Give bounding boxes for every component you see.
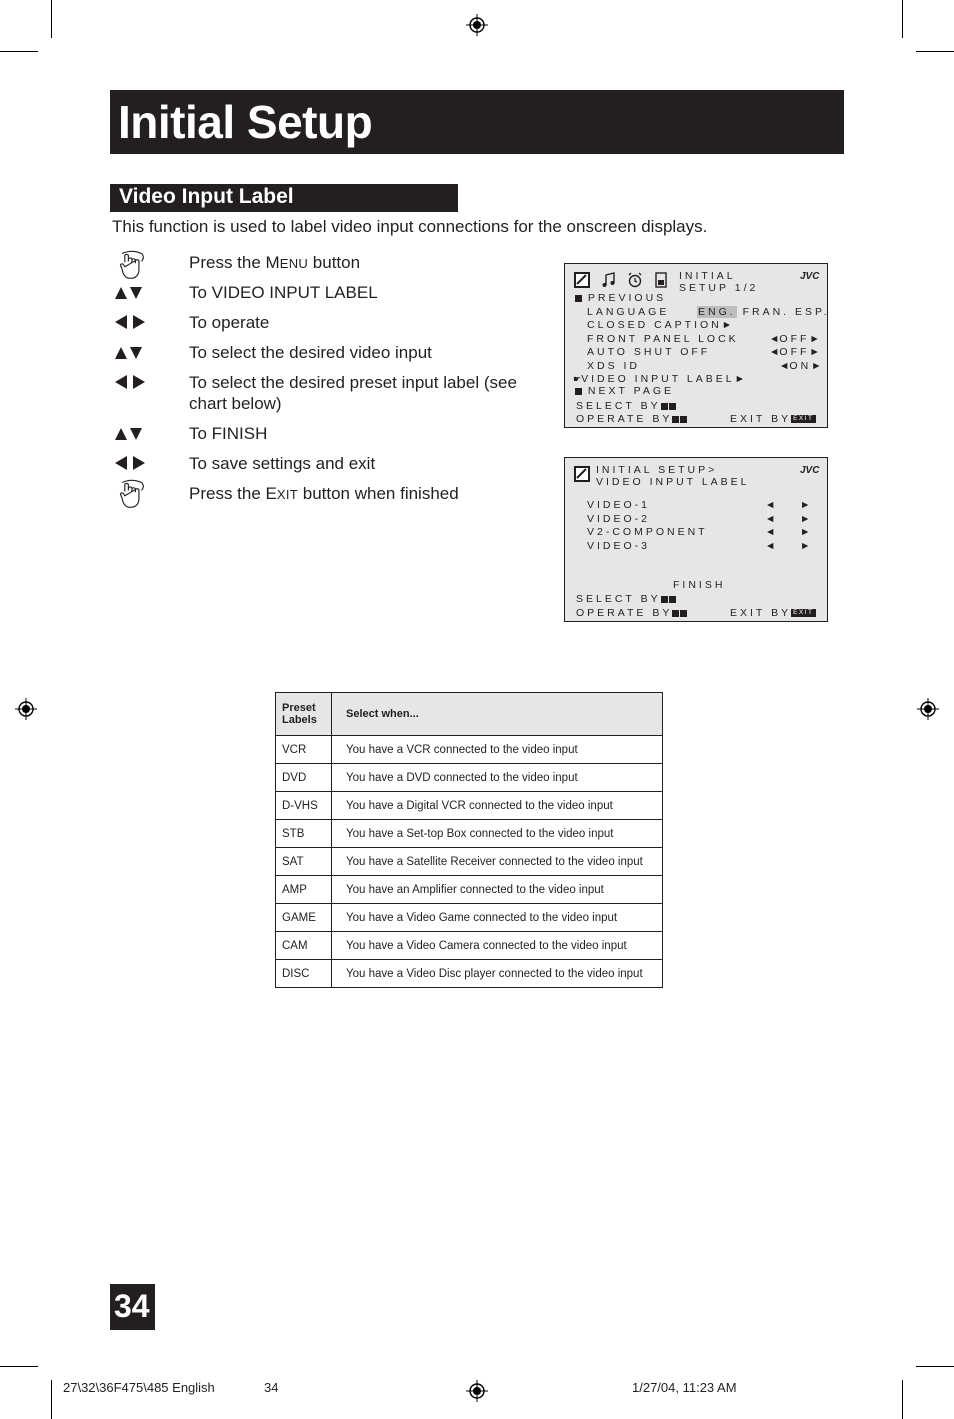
osd-title: INITIAL (679, 270, 736, 282)
table-row (276, 848, 663, 876)
up-down-arrows-icon (113, 425, 149, 443)
step-text: To FINISH (189, 424, 268, 443)
down-triangle-icon (575, 388, 582, 395)
osd-input-row: VIDEO-3 (587, 540, 651, 552)
table-header-select-when: Select when... (332, 693, 663, 736)
page-title: Initial Setup (118, 96, 373, 148)
lock-icon (654, 272, 668, 288)
footer-date: 1/27/04, 11:23 AM (632, 1380, 737, 1395)
left-arrow-icon: ◄ (765, 499, 776, 511)
osd-exit-by: EXIT BY EXIT (730, 607, 814, 619)
crop-mark (916, 51, 954, 52)
right-arrow-icon: ► (721, 319, 733, 331)
osd-value-front-panel: ◄OFF► (769, 333, 820, 345)
left-arrow-icon: ◄ (765, 540, 776, 552)
osd-select-by: SELECT BY (576, 593, 676, 605)
left-right-arrows-icon (113, 313, 149, 331)
registration-mark-icon (15, 698, 37, 720)
table-header-preset-labels: Preset Labels (276, 693, 332, 736)
osd-input-row: VIDEO-1 (587, 499, 651, 511)
table-cell-label: AMP (276, 876, 332, 904)
registration-mark-icon (466, 14, 488, 36)
page-title-bar (110, 90, 844, 154)
osd-subtitle: VIDEO INPUT LABEL (596, 476, 750, 488)
right-arrow-icon: ► (800, 513, 811, 525)
registration-mark-icon (466, 1380, 488, 1402)
crop-mark (51, 1380, 52, 1419)
left-arrow-icon: ◄ (765, 513, 776, 525)
step-text: To save settings and exit (189, 454, 376, 473)
up-triangle-icon (575, 295, 582, 302)
table-cell-when: You have a Satellite Receiver connected to the video input (332, 848, 663, 876)
table-cell-when: You have a Video Camera connected to the video input (332, 932, 663, 960)
table-cell-label: CAM (276, 932, 332, 960)
section-title: Video Input Label (119, 185, 294, 208)
tv-icon (574, 272, 590, 288)
left-right-arrows-icon (113, 373, 149, 391)
table-cell-when: You have a Video Game connected to the video input (332, 904, 663, 932)
exit-key-icon: EXIT (793, 415, 814, 423)
table-cell-label: GAME (276, 904, 332, 932)
right-arrow-icon: ► (800, 499, 811, 511)
osd-exit-by: EXIT BY EXIT (730, 413, 814, 425)
page-number: 34 (114, 1288, 150, 1324)
osd-title-page: SETUP 1/2 (679, 282, 759, 294)
section-title-bar (110, 184, 458, 212)
osd-item-video-input-label: ☛VIDEO INPUT LABEL► (573, 373, 745, 385)
exit-key-icon: EXIT (793, 609, 814, 617)
osd-language-options (697, 306, 830, 318)
step-text: To select the desired preset input label (see chart below) (189, 373, 517, 413)
osd-operate-by: OPERATE BY (576, 607, 687, 619)
music-note-icon (600, 272, 616, 288)
step-text: To select the desired video input (189, 343, 432, 362)
step-text: Press the MENU button (189, 253, 361, 272)
table-cell-label: D-VHS (276, 792, 332, 820)
osd-language-selected: ENG. (698, 306, 736, 318)
table-row (276, 960, 663, 988)
osd-item-previous: PREVIOUS (575, 292, 666, 304)
osd-item-auto-shut-off: AUTO SHUT OFF (587, 346, 711, 358)
osd-value-auto-shut: ◄OFF► (769, 346, 820, 358)
table-cell-when: You have a Set-top Box connected to the video input (332, 820, 663, 848)
left-arrow-icon: ◄ (765, 526, 776, 538)
table-row (276, 792, 663, 820)
right-arrow-icon: ► (800, 526, 811, 538)
up-down-arrows-icon (113, 344, 149, 362)
osd-item-language: LANGUAGE (587, 306, 670, 318)
table-cell-when: You have a VCR connected to the video input (332, 736, 663, 764)
table-row (276, 876, 663, 904)
table-row (276, 904, 663, 932)
table-row (276, 932, 663, 960)
osd-language-others: FRAN. ESP. (742, 306, 830, 318)
osd-value-xds: ◄ON► (779, 360, 822, 372)
right-arrow-icon: ► (800, 540, 811, 552)
osd-select-by: SELECT BY (576, 400, 676, 412)
hand-press-icon (113, 479, 149, 509)
crop-mark (916, 1366, 954, 1367)
table-row (276, 736, 663, 764)
table-row (276, 764, 663, 792)
intro-text: This function is used to label video input connections for the onscreen displays. (112, 217, 708, 236)
up-down-arrows-icon (113, 284, 149, 302)
hand-press-icon (113, 250, 149, 280)
step-text: Press the EXIT button when finished (189, 484, 459, 503)
osd-title: INITIAL SETUP> (596, 464, 718, 476)
crop-mark (902, 0, 903, 38)
tv-icon (574, 466, 590, 482)
osd-item-closed-caption: CLOSED CAPTION► (587, 319, 733, 331)
step-text: To operate (189, 313, 270, 332)
table-cell-when: You have a DVD connected to the video input (332, 764, 663, 792)
osd-item-next-page: NEXT PAGE (575, 385, 674, 397)
footer-file: 27\32\36F475\485 English (63, 1380, 215, 1395)
osd-finish: FINISH (673, 579, 726, 591)
footer-page: 34 (264, 1380, 279, 1395)
table-cell-label: DVD (276, 764, 332, 792)
osd-input-row: V2-COMPONENT (587, 526, 708, 538)
osd-item-front-panel-lock: FRONT PANEL LOCK (587, 333, 739, 345)
table-cell-when: You have a Digital VCR connected to the video input (332, 792, 663, 820)
jvc-logo: JVC (800, 271, 820, 282)
table-row (276, 820, 663, 848)
preset-labels-table (275, 692, 663, 988)
table-cell-when: You have a Video Disc player connected to the video input (332, 960, 663, 988)
jvc-logo: JVC (800, 465, 820, 476)
step-text: To VIDEO INPUT LABEL (189, 283, 378, 302)
osd-initial-setup-screen (564, 263, 828, 428)
osd-item-xds-id: XDS ID (587, 360, 641, 372)
crop-mark (51, 0, 52, 38)
osd-video-input-label-screen (564, 457, 828, 622)
table-cell-label: VCR (276, 736, 332, 764)
table-cell-label: STB (276, 820, 332, 848)
table-cell-when: You have an Amplifier connected to the video input (332, 876, 663, 904)
registration-mark-icon (917, 698, 939, 720)
crop-mark (0, 1366, 38, 1367)
left-right-arrows-icon (113, 454, 149, 472)
osd-operate-by: OPERATE BY (576, 413, 687, 425)
alarm-clock-icon (627, 272, 643, 288)
crop-mark (902, 1380, 903, 1419)
page-number-box (110, 1284, 155, 1330)
pointer-hand-icon: ☛ (573, 374, 582, 384)
table-cell-label: DISC (276, 960, 332, 988)
table-header-row (276, 693, 663, 736)
osd-input-row: VIDEO-2 (587, 513, 651, 525)
table-cell-label: SAT (276, 848, 332, 876)
crop-mark (0, 51, 38, 52)
